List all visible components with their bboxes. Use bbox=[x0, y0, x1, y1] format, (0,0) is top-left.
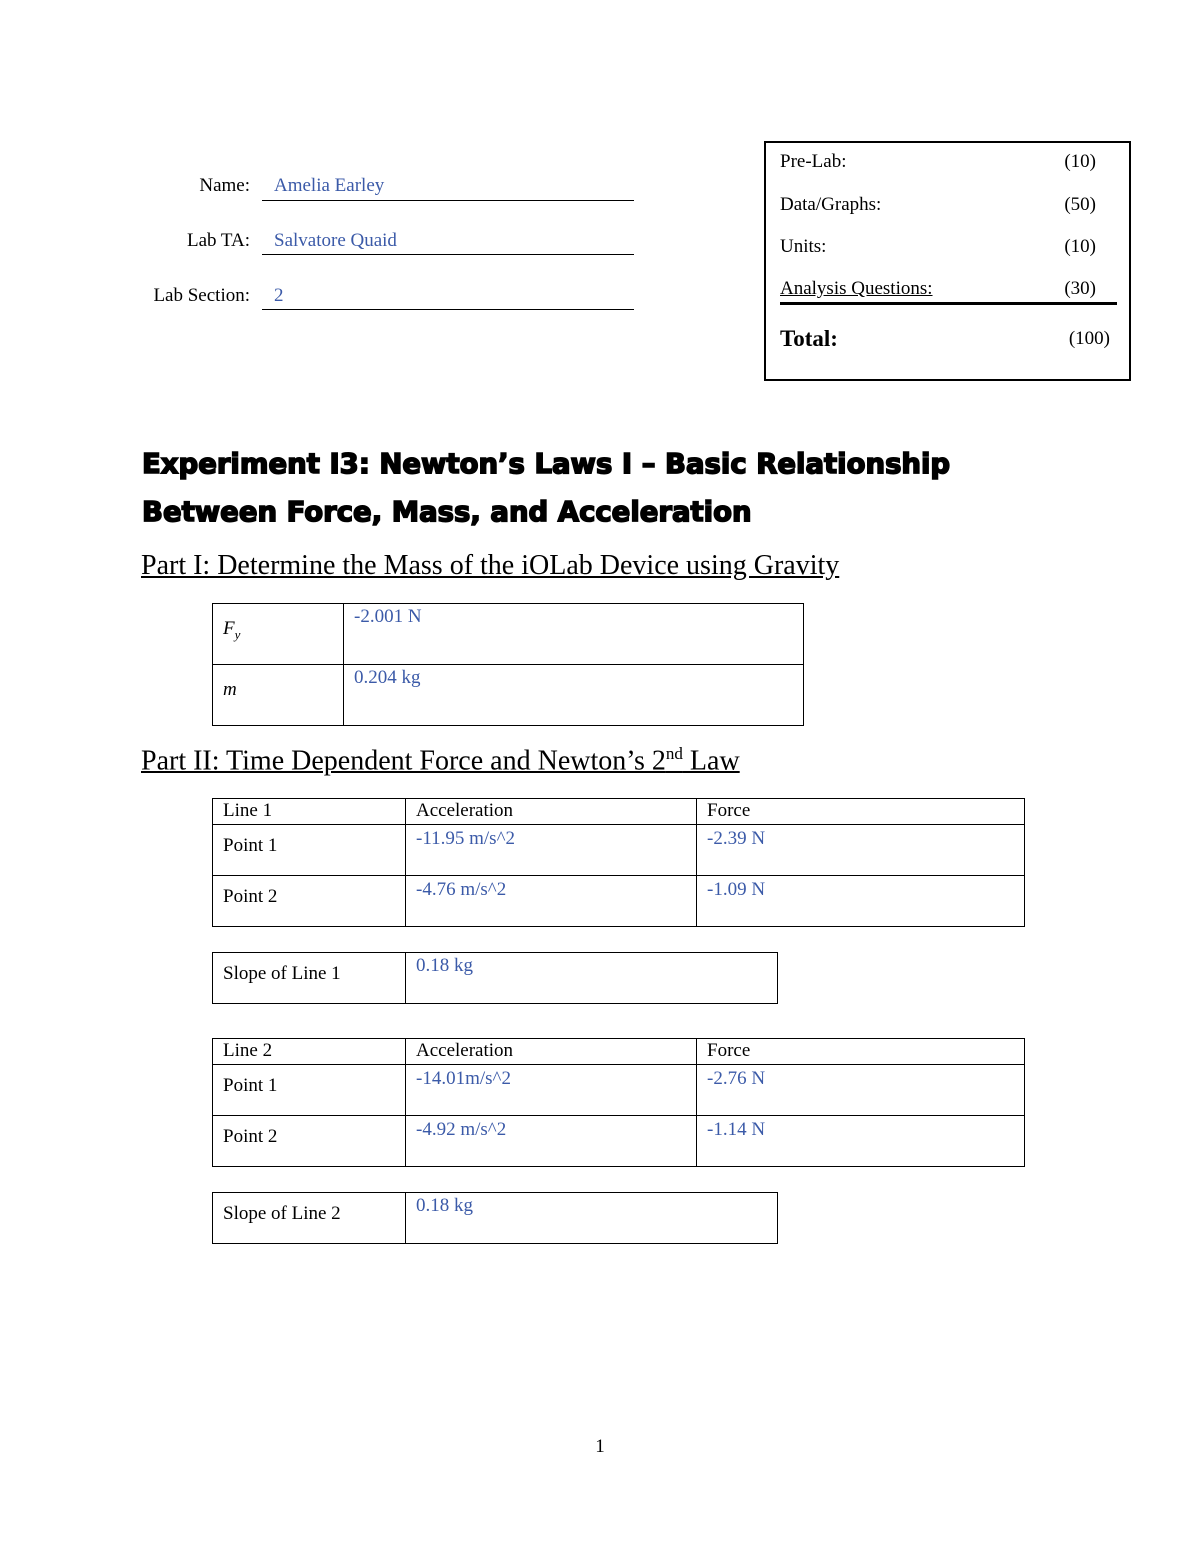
table-row bbox=[213, 665, 804, 726]
part1-table bbox=[212, 603, 804, 726]
header-cell: Acceleration bbox=[406, 1039, 697, 1065]
score-label: Data/Graphs: bbox=[780, 194, 882, 215]
part1-heading: Part I: Determine the Mass of the iOLab Device using Gravity bbox=[141, 550, 840, 581]
acceleration-cell: -11.95 m/s^2 bbox=[406, 825, 697, 876]
slope-label: Slope of Line 1 bbox=[213, 953, 406, 1004]
line1-table bbox=[212, 798, 1025, 927]
score-points: (50) bbox=[1064, 194, 1096, 215]
force-cell: -1.09 N bbox=[697, 876, 1025, 927]
score-label: Units: bbox=[780, 236, 827, 257]
slope-line2-table bbox=[212, 1192, 778, 1244]
force-cell: -1.14 N bbox=[697, 1116, 1025, 1167]
force-cell: -2.39 N bbox=[697, 825, 1025, 876]
fy-label: $F_y$ bbox=[213, 604, 344, 665]
fy-value: -2.001 N bbox=[344, 604, 804, 665]
table-row bbox=[213, 1116, 1025, 1167]
slope-value: 0.18 kg bbox=[406, 953, 778, 1004]
document-title bbox=[142, 440, 1122, 536]
slope-label: Slope of Line 2 bbox=[213, 1193, 406, 1244]
table-row bbox=[213, 953, 778, 1004]
total-label: Total: bbox=[780, 326, 838, 351]
lab-section-value: 2 bbox=[274, 285, 284, 306]
score-points: (30) bbox=[1064, 278, 1096, 299]
table-row bbox=[213, 1193, 778, 1244]
force-cell: -2.76 N bbox=[697, 1065, 1025, 1116]
header-cell: Line 2 bbox=[213, 1039, 406, 1065]
table-row bbox=[213, 1065, 1025, 1116]
score-divider bbox=[780, 302, 1117, 305]
table-header-row bbox=[213, 1039, 1025, 1065]
lab-ta-value: Salvatore Quaid bbox=[274, 230, 397, 251]
page-number: 1 bbox=[595, 1436, 605, 1457]
table-row bbox=[213, 876, 1025, 927]
score-points: (10) bbox=[1064, 236, 1096, 257]
acceleration-cell: -4.92 m/s^2 bbox=[406, 1116, 697, 1167]
m-value: 0.204 kg bbox=[344, 665, 804, 726]
m-label: m bbox=[213, 665, 344, 726]
score-label: Analysis Questions: bbox=[780, 278, 933, 299]
line2-table bbox=[212, 1038, 1025, 1167]
acceleration-cell: -4.76 m/s^2 bbox=[406, 876, 697, 927]
row-label: Point 1 bbox=[213, 825, 406, 876]
lab-section-label: Lab Section: bbox=[153, 285, 250, 306]
slope-value: 0.18 kg bbox=[406, 1193, 778, 1244]
table-row bbox=[213, 604, 804, 665]
header-cell: Line 1 bbox=[213, 799, 406, 825]
name-value: Amelia Earley bbox=[274, 175, 385, 196]
slope-line1-table bbox=[212, 952, 778, 1004]
title-line-1: Experiment I3: Newton’s Laws I – Basic Relationship bbox=[142, 448, 951, 480]
acceleration-cell: -14.01m/s^2 bbox=[406, 1065, 697, 1116]
table-header-row bbox=[213, 799, 1025, 825]
row-label: Point 2 bbox=[213, 1116, 406, 1167]
lab-section-underline bbox=[262, 283, 634, 310]
score-points: (10) bbox=[1064, 151, 1096, 172]
part2-heading: Part II: Time Dependent Force and Newton’s 2nd Law bbox=[141, 744, 740, 777]
title-line-2: Between Force, Mass, and Acceleration bbox=[142, 496, 752, 528]
table-row bbox=[213, 825, 1025, 876]
name-label: Name: bbox=[199, 175, 250, 196]
header-cell: Acceleration bbox=[406, 799, 697, 825]
lab-ta-label: Lab TA: bbox=[186, 230, 250, 251]
row-label: Point 2 bbox=[213, 876, 406, 927]
total-points: (100) bbox=[1068, 328, 1110, 349]
header-cell: Force bbox=[697, 1039, 1025, 1065]
row-label: Point 1 bbox=[213, 1065, 406, 1116]
score-label: Pre-Lab: bbox=[780, 151, 847, 172]
header-cell: Force bbox=[697, 799, 1025, 825]
score-box bbox=[764, 141, 1131, 381]
